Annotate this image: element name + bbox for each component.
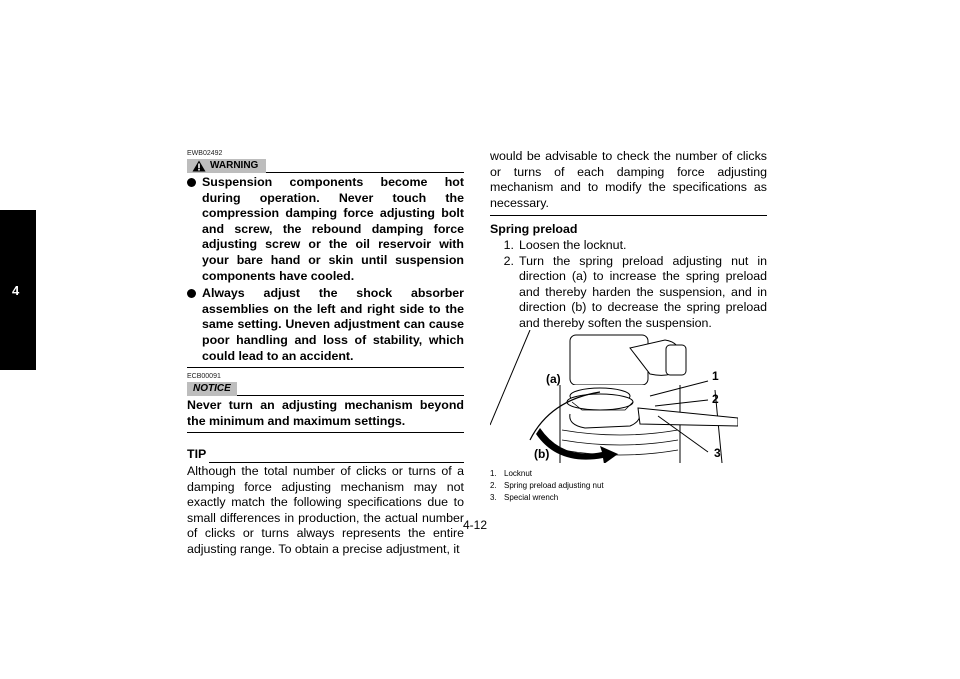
notice-code: ECB00091 bbox=[187, 373, 221, 381]
legend-number: 2. bbox=[490, 481, 497, 490]
warning-triangle-icon bbox=[192, 160, 206, 172]
bullet-icon bbox=[187, 289, 196, 298]
step-text: Turn the spring preload adjusting nut in direction (a) to increase the spring preload and thereby harden the suspension, and in direction (b) to decrease the spring preload and thereby soften the suspension. bbox=[519, 253, 767, 330]
step-item bbox=[490, 254, 767, 332]
warning-rule bbox=[266, 159, 464, 173]
section-heading: Spring preload bbox=[490, 222, 578, 237]
legend-number: 1. bbox=[490, 469, 497, 478]
notice-rule bbox=[237, 382, 464, 396]
chapter-number: 4 bbox=[12, 283, 20, 298]
page-number: 4-12 bbox=[463, 518, 488, 532]
step-number: 2. bbox=[503, 253, 514, 268]
direction-a-label: (a) bbox=[546, 372, 561, 386]
bullet-icon bbox=[187, 178, 196, 187]
warning-label: WARNING bbox=[210, 160, 259, 171]
legend-number: 3. bbox=[490, 493, 497, 502]
legend-text: Spring preload adjusting nut bbox=[504, 481, 604, 490]
step-number: 1. bbox=[503, 237, 514, 252]
warning-header bbox=[187, 159, 464, 173]
tip-label: TIP bbox=[187, 447, 207, 462]
legend-item bbox=[490, 468, 604, 480]
warning-end-rule bbox=[187, 367, 464, 368]
direction-b-label: (b) bbox=[534, 447, 550, 461]
callout-2: 2 bbox=[712, 392, 719, 406]
left-column bbox=[187, 150, 464, 557]
warning-badge bbox=[187, 159, 266, 173]
notice-badge bbox=[187, 382, 237, 396]
tip-text-continued: would be advisable to check the number of clicks or turns of each damping force adjusting mechanism and to modify the specifications as necessary. bbox=[490, 149, 767, 210]
warning-bullet-text: Always adjust the shock absorber assemblies on the left and right side to the same setting. Uneven adjustment can cause poor handling and loss of stability, which could lead to an accident. bbox=[202, 286, 464, 363]
step-text: Loosen the locknut. bbox=[519, 237, 627, 252]
right-column bbox=[490, 149, 767, 332]
warning-bullet-text: Suspension components become hot during operation. Never touch the compression damping force adjusting bolt and screw, the rebound damping force adjusting screw or the oil reservoir with your bare hand or skin until suspension components have cooled. bbox=[202, 175, 464, 283]
figure-legend bbox=[490, 468, 604, 504]
notice-text: Never turn an adjusting mechanism beyond the minimum and maximum settings. bbox=[187, 398, 464, 428]
step-item bbox=[490, 238, 767, 254]
legend-item bbox=[490, 480, 604, 492]
legend-item bbox=[490, 492, 604, 504]
spring-preload-illustration bbox=[490, 330, 738, 463]
notice-label: NOTICE bbox=[193, 383, 231, 395]
tip-text: Although the total number of clicks or turns of a damping force adjusting mechanism may not exactly match the following specifications due to small differences in production, the actual number of clicks or turns always represents the entire adjusting range. To obtain a precise adjustment, it bbox=[187, 463, 464, 556]
tip-header bbox=[187, 447, 464, 463]
tip-end-rule bbox=[490, 215, 767, 216]
notice-end-rule bbox=[187, 432, 464, 433]
tip-rule bbox=[209, 450, 464, 463]
warning-bullet bbox=[187, 286, 464, 364]
warning-bullet bbox=[187, 175, 464, 284]
legend-text: Locknut bbox=[504, 469, 533, 478]
callout-1: 1 bbox=[712, 369, 719, 383]
callout-3: 3 bbox=[714, 446, 721, 460]
chapter-tab bbox=[0, 210, 36, 370]
notice-header bbox=[187, 382, 464, 396]
legend-text: Special wrench bbox=[504, 493, 559, 502]
steps-list bbox=[490, 238, 767, 332]
warning-code: EWB02492 bbox=[187, 150, 223, 157]
